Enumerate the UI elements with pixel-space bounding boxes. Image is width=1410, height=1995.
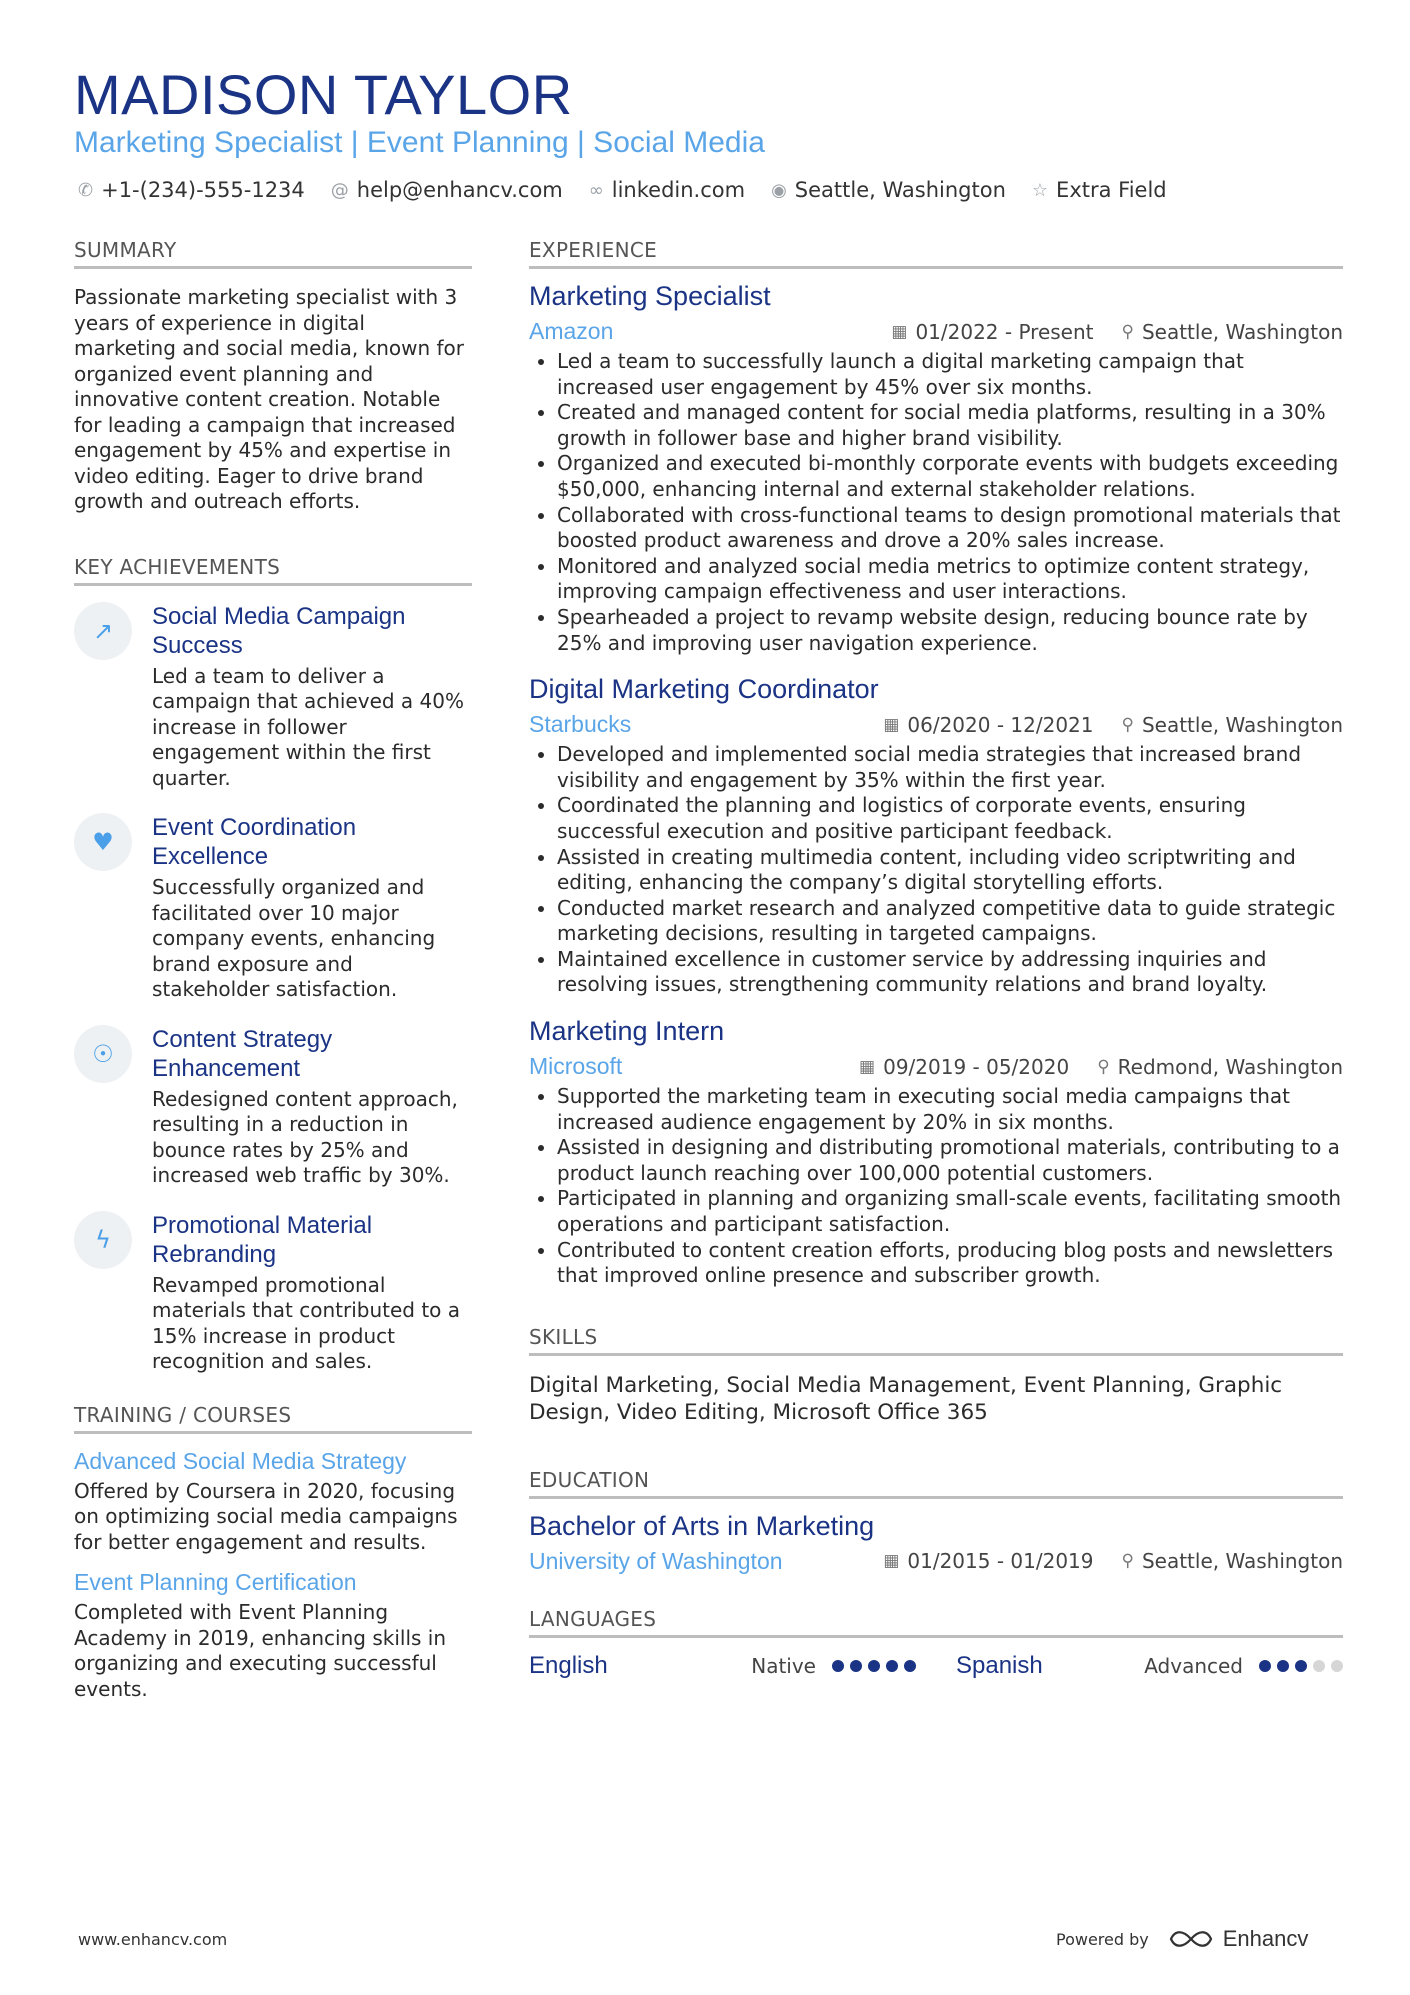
calendar-icon: ▦ (891, 321, 908, 342)
achievements-heading: KEY ACHIEVEMENTS (74, 555, 472, 586)
achievement-title: Event Coordination Excellence (152, 814, 357, 870)
achievement-item (74, 602, 472, 792)
achievement-body (152, 1211, 472, 1375)
footer-website[interactable]: www.enhancv.com (78, 1930, 228, 1949)
education-dates (883, 1549, 1093, 1573)
job-bullet: • Assisted in designing and distributing promotional materials, contributing to a product launch reaching over 100,000 potential customers. (557, 1135, 1343, 1186)
rating-dot (904, 1660, 916, 1672)
job-bullet: • Monitored and analyzed social media metrics to optimize content strategy, improving campaign effectiveness and user interactions. (557, 554, 1343, 605)
job-meta (529, 711, 1343, 738)
job-dates (883, 713, 1093, 737)
job-bullet: • Spearheaded a project to revamp website design, reducing bounce rate by 25% and improving user navigation experience. (557, 605, 1343, 656)
achievement-body (152, 1025, 472, 1189)
language-level: Native (751, 1653, 816, 1678)
job-dates-text: 06/2020 - 12/2021 (907, 712, 1094, 737)
job-title: Digital Marketing Coordinator (529, 674, 879, 705)
language-rating (1259, 1660, 1343, 1672)
footer-branding (1056, 1926, 1308, 1952)
left-column (74, 238, 472, 1702)
achievement-title: Content Strategy Enhancement (152, 1025, 333, 1082)
achievement-item (74, 1025, 472, 1189)
languages-heading: LANGUAGES (529, 1607, 1343, 1638)
rating-dot (1277, 1660, 1289, 1672)
job-bullet: • Led a team to successfully launch a digital marketing campaign that increased user engagement by 45% over six months. (557, 349, 1343, 400)
contact-item[interactable] (331, 178, 563, 202)
rating-dot (1331, 1660, 1343, 1672)
contact-text: Seattle, Washington (794, 178, 1006, 202)
skills-heading: SKILLS (529, 1325, 1343, 1356)
achievement-description: Redesigned content approach, resulting in a reduction in bounce rates by 25% and increased web traffic by 30%. (152, 1086, 458, 1187)
language-item (956, 1652, 1343, 1680)
job-bullet: • Maintained excellence in customer service by addressing inquiries and resolving issues, strengthening community relations and brand loyalty. (557, 947, 1343, 998)
school-name: University of Washington (529, 1547, 783, 1574)
powered-by-label: Powered by (1056, 1929, 1149, 1949)
job-location-text: Redmond, Washington (1117, 1054, 1343, 1079)
job-entry (529, 281, 1343, 656)
language-item (529, 1652, 916, 1680)
education-heading: EDUCATION (529, 1468, 1343, 1499)
contact-item[interactable] (1032, 178, 1167, 202)
job-title: Marketing Specialist (529, 281, 771, 311)
location-icon: ◉ (771, 179, 787, 201)
phone-icon: ✆ (78, 179, 94, 201)
degree-title: Bachelor of Arts in Marketing (529, 1510, 875, 1541)
education-location (1122, 1549, 1344, 1573)
job-bullets (529, 1084, 1343, 1289)
enhancv-logo-text: Enhancv (1222, 1926, 1309, 1951)
job-dates-text: 01/2022 - Present (915, 319, 1094, 344)
job-entry (529, 1016, 1343, 1289)
job-bullets (529, 349, 1343, 656)
job-location (1122, 320, 1344, 344)
course-description: Completed with Event Planning Academy in 2019, enhancing skills in organizing and executing successful events. (74, 1600, 447, 1701)
location-pin-icon: ⚲ (1121, 321, 1134, 342)
rating-dot (832, 1660, 844, 1672)
achievements-list (74, 602, 472, 1375)
rating-dot (1313, 1660, 1325, 1672)
course-title: Event Planning Certification (74, 1569, 357, 1595)
company-name: Starbucks (529, 711, 632, 738)
job-bullets (529, 742, 1343, 998)
job-bullet: • Conducted market research and analyzed competitive data to guide strategic marketing decisions, resulting in targeted campaigns. (557, 896, 1343, 947)
rating-dot (868, 1660, 880, 1672)
achievement-body (152, 813, 472, 1003)
lightning-icon: ϟ (74, 1211, 132, 1269)
rating-dot (1295, 1660, 1307, 1672)
job-meta-right (883, 713, 1343, 737)
achievement-title: Social Media Campaign Success (152, 602, 406, 659)
languages-list (529, 1652, 1343, 1680)
contact-text: help@enhancv.com (356, 178, 563, 202)
chart-trend-icon: ↗ (74, 602, 132, 660)
job-location-text: Seattle, Washington (1141, 319, 1343, 344)
achievement-title: Promotional Material Rebranding (152, 1211, 373, 1268)
job-bullet: • Supported the marketing team in executing social media campaigns that increased audience engagement by 20% in six months. (557, 1084, 1343, 1135)
job-meta-right (891, 320, 1343, 344)
course-description: Offered by Coursera in 2020, focusing on optimizing social media campaigns for better engagement and results. (74, 1478, 458, 1554)
achievement-description: Successfully organized and facilitated over 10 major company events, enhancing brand exposure and stakeholder satisfaction. (152, 875, 436, 1001)
calendar-icon: ▦ (859, 1056, 876, 1077)
job-dates (891, 320, 1093, 344)
language-rating (832, 1660, 916, 1672)
job-entry (529, 674, 1343, 998)
job-dates (859, 1055, 1069, 1079)
lightbulb-icon: ☉ (74, 1025, 132, 1083)
achievement-body (152, 602, 472, 792)
summary-text: Passionate marketing specialist with 3 years of experience in digital marketing and social media, known for organized event planning and innovative content creation. Notable for leading a campaign that increased engagement by 45% and expertise in video editing. Eager to drive brand growth and outreach efforts. (74, 285, 465, 513)
education-meta (529, 1548, 1343, 1575)
skills-text: Digital Marketing, Social Media Management, Event Planning, Graphic Design, Video Editing, Microsoft Office 365 (529, 1372, 1283, 1425)
education-meta-right (883, 1549, 1343, 1573)
experience-heading: EXPERIENCE (529, 238, 1343, 269)
contact-item[interactable] (589, 178, 745, 202)
training-list (74, 1448, 472, 1703)
achievement-description: Revamped promotional materials that contributed to a 15% increase in product recognition and sales. (152, 1272, 461, 1373)
training-heading: TRAINING / COURSES (74, 1403, 472, 1434)
rating-dot (1259, 1660, 1271, 1672)
job-location-text: Seattle, Washington (1141, 712, 1343, 737)
star-icon: ☆ (1031, 179, 1049, 201)
location-pin-icon: ⚲ (1121, 714, 1134, 735)
contact-bar (78, 178, 1167, 202)
enhancv-logo[interactable] (1169, 1926, 1309, 1952)
job-location (1097, 1055, 1343, 1079)
job-meta (529, 318, 1343, 345)
experience-list (529, 281, 1343, 1289)
at-icon: @ (330, 179, 349, 201)
course-title: Advanced Social Media Strategy (74, 1447, 407, 1474)
contact-text: Extra Field (1056, 178, 1167, 202)
job-bullet: • Contributed to content creation efforts, producing blog posts and newsletters that improved online presence and subscriber growth. (557, 1238, 1343, 1289)
job-meta (529, 1053, 1343, 1080)
location-pin-icon: ⚲ (1121, 1551, 1134, 1572)
calendar-icon: ▦ (883, 714, 900, 735)
job-bullet: • Collaborated with cross-functional teams to design promotional materials that boosted product awareness and drove a 20% sales increase. (557, 503, 1343, 554)
job-bullet: • Coordinated the planning and logistics of corporate events, ensuring successful execution and positive participant feedback. (557, 793, 1343, 844)
job-dates-text: 09/2019 - 05/2020 (883, 1054, 1070, 1079)
achievement-item (74, 813, 472, 1003)
job-bullet: • Assisted in creating multimedia content, including video scriptwriting and editing, enhancing the company’s digital storytelling efforts. (557, 845, 1343, 896)
location-pin-icon: ⚲ (1097, 1056, 1110, 1077)
calendar-icon: ▦ (883, 1551, 900, 1572)
achievement-item (74, 1211, 472, 1375)
rating-dot (850, 1660, 862, 1672)
achievement-description: Led a team to deliver a campaign that achieved a 40% increase in follower engagement within the first quarter. (152, 663, 464, 790)
job-bullet: • Developed and implemented social media strategies that increased brand visibility and engagement by 35% within the first year. (557, 742, 1343, 793)
right-column (529, 238, 1343, 1680)
job-title: Marketing Intern (529, 1016, 725, 1047)
contact-text: +1-(234)-555-1234 (101, 178, 305, 202)
company-name: Microsoft (529, 1053, 623, 1080)
company-name: Amazon (529, 318, 614, 344)
education-dates-text: 01/2015 - 01/2019 (907, 1549, 1094, 1574)
language-level: Advanced (1144, 1653, 1243, 1678)
summary-heading: SUMMARY (74, 238, 472, 269)
contact-item[interactable] (771, 178, 1006, 202)
candidate-name: MADISON TAYLOR (74, 63, 573, 126)
job-bullet: • Participated in planning and organizing small-scale events, facilitating smooth operations and participant satisfaction. (557, 1186, 1343, 1237)
language-name: Spanish (956, 1651, 1043, 1679)
job-meta-right (859, 1055, 1343, 1079)
contact-text: linkedin.com (611, 178, 746, 202)
enhancv-logo-icon (1169, 1928, 1213, 1950)
job-location (1122, 713, 1344, 737)
heart-icon: ♥ (74, 813, 132, 871)
contact-item[interactable] (78, 178, 305, 202)
education-location-text: Seattle, Washington (1141, 1549, 1343, 1574)
language-name: English (529, 1651, 608, 1679)
job-bullet: • Organized and executed bi-monthly corporate events with budgets exceeding $50,000, enhancing internal and external stakeholder relations. (557, 451, 1343, 502)
job-bullet: • Created and managed content for social media platforms, resulting in a 30% growth in follower base and higher brand visibility. (557, 400, 1343, 451)
link-icon: ∞ (588, 179, 604, 201)
candidate-tagline: Marketing Specialist | Event Planning | Social Media (74, 126, 765, 159)
rating-dot (886, 1660, 898, 1672)
